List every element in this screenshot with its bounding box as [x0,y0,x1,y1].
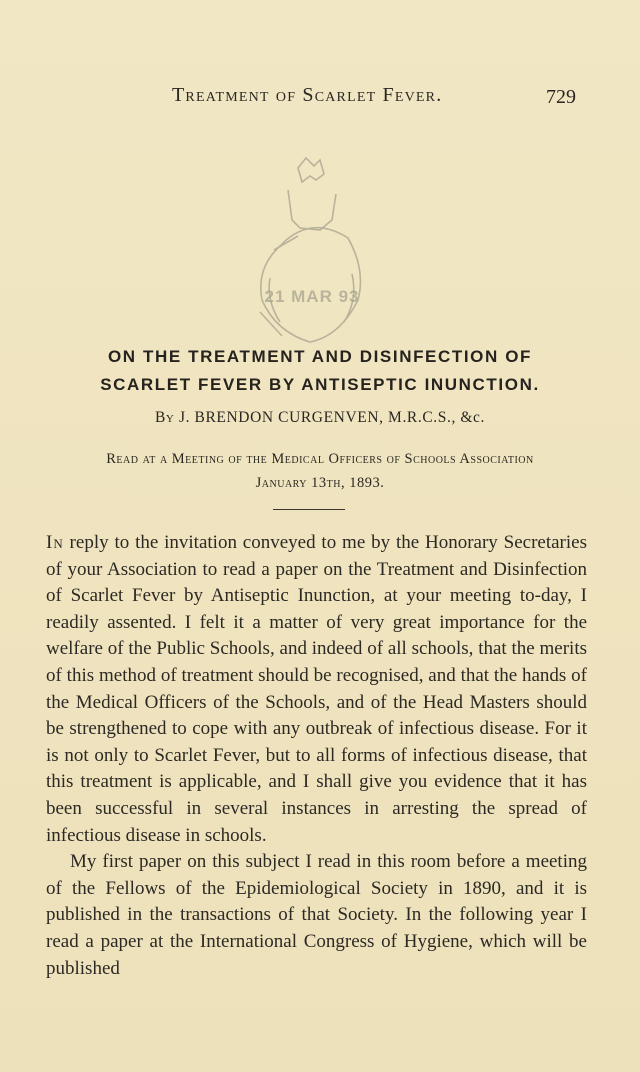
section-rule [273,509,345,510]
meeting-line-1: Read at a Meeting of the Medical Officers of Schools Association [106,451,534,467]
page-number: 729 [546,86,576,108]
article-title [0,343,640,399]
byline-author: J. BRENDON CURGENVEN, M.R.C.S., &c. [178,409,485,426]
title-line-2: SCARLET FEVER BY ANTISEPTIC INUNCTION. [100,375,540,394]
byline-prefix: By [154,409,175,426]
paragraph-2: My first paper on this subject I read in this room before a meeting of the Fellows of the Epidemiological Society in 1890, and it is published in the transactions of that Society. In the following year I read a paper at the International Congress of Hygiene, which will be published [46,851,587,979]
stamp-crest-body [288,190,336,230]
byline [0,409,640,427]
meeting-date: January 13th, 1893. [255,475,385,491]
paragraph-1 [46,530,587,849]
stamp-slash-left [274,236,298,250]
stamp-crest-top [298,158,324,182]
stamp-date: 21 MAR 93 [264,287,360,306]
paragraph-1-text: reply to the invitation conveyed to me by the Honorary Secretaries of your Association to read a paper on the Treatment and Disinfection of Scarlet Fever by Antiseptic Inunction, at your meeting to-day, I readily assented. I felt it a matter of very great importance for the welfare of the Public Schools, and indeed of all schools, that the merits of this method of treatment should be recognised, and that the hands of the Medical Officers of the Schools, and of the Head Masters should be strengthened to cope with any outbreak of infectious disease. For it is not only to Scarlet Fever, but to all forms of infectious disease, that this treatment is applicable, and I shall give you evidence that it has been successful in several instances in arresting the spread of infectious disease in schools. [46,532,587,846]
paragraph-opening: In [46,532,64,553]
article-body [46,530,587,982]
stamp-circle [261,228,361,342]
running-title: Treatment of Scarlet Fever. [172,84,443,106]
library-stamp [240,150,380,365]
meeting-note [0,447,640,495]
running-head [0,82,640,112]
title-line-1: ON THE TREATMENT AND DISINFECTION OF [107,347,533,366]
